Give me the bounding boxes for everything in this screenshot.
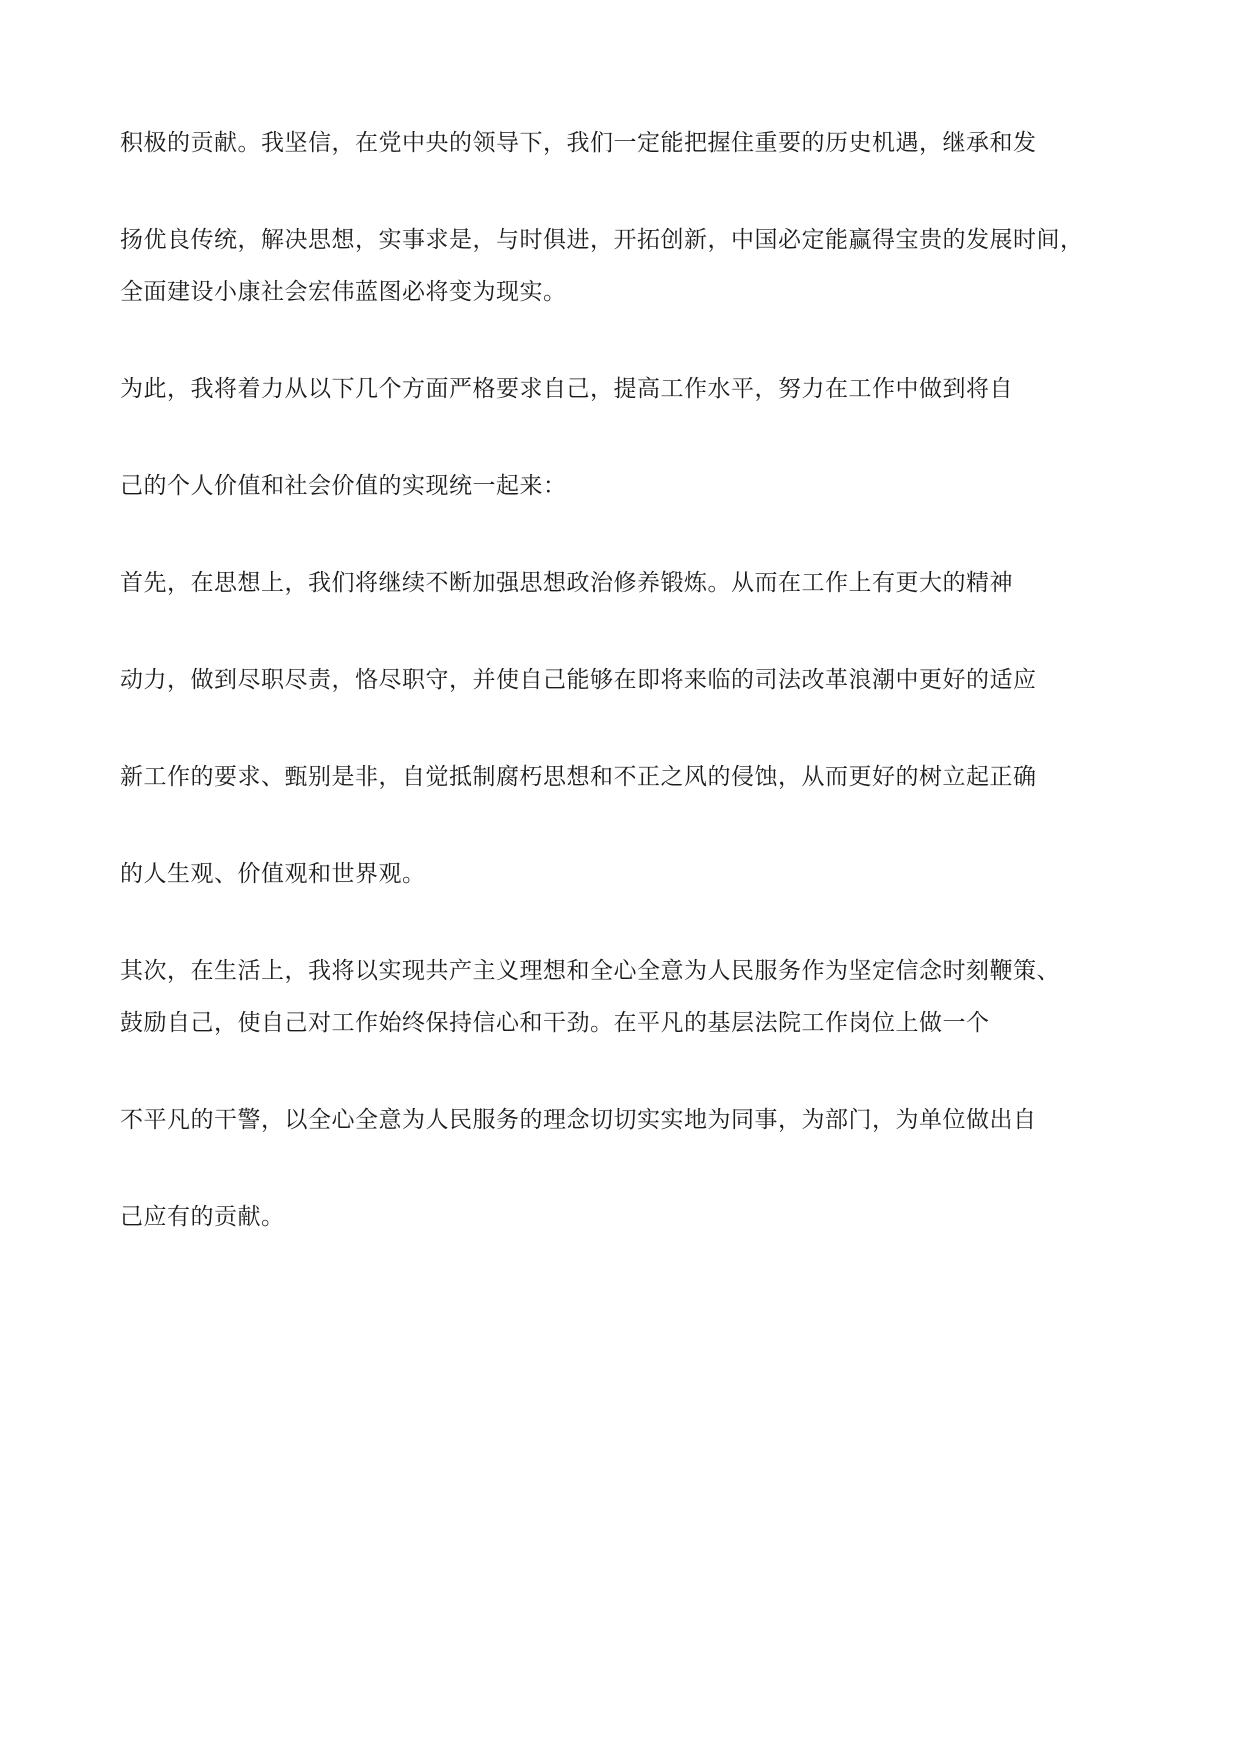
text-line: 首先，在思想上，我们将继续不断加强思想政治修养锻炼。从而在工作上有更大的精神 [120, 570, 1013, 596]
text-line: 鼓励自己，使自己对工作始终保持信心和干劲。在平凡的基层法院工作岗位上做一个 [120, 1010, 990, 1036]
text-line: 其次，在生活上，我将以实现共产主义理想和全心全意为人民服务作为坚定信念时刻鞭策、 [120, 958, 1060, 984]
text-line: 积极的贡献。我坚信，在党中央的领导下，我们一定能把握住重要的历史机遇，继承和发 [120, 130, 1037, 156]
text-line: 扬优良传统，解决思想，实事求是，与时俱进，开拓创新，中国必定能赢得宝贵的发展时间， [120, 227, 1084, 253]
text-line: 己应有的贡献。 [120, 1204, 285, 1230]
text-line: 全面建设小康社会宏伟蓝图必将变为现实。 [120, 279, 567, 305]
text-line: 新工作的要求、甄别是非，自觉抵制腐朽思想和不正之风的侵蚀，从而更好的树立起正确 [120, 764, 1037, 790]
text-line: 己的个人价值和社会价值的实现统一起来： [120, 473, 567, 499]
text-line: 动力，做到尽职尽责，恪尽职守，并使自己能够在即将来临的司法改革浪潮中更好的适应 [120, 667, 1037, 693]
text-line: 不平凡的干警，以全心全意为人民服务的理念切切实实地为同事，为部门，为单位做出自 [120, 1107, 1037, 1133]
text-line: 为此，我将着力从以下几个方面严格要求自己，提高工作水平，努力在工作中做到将自 [120, 376, 1013, 402]
text-line: 的人生观、价值观和世界观。 [120, 861, 426, 887]
